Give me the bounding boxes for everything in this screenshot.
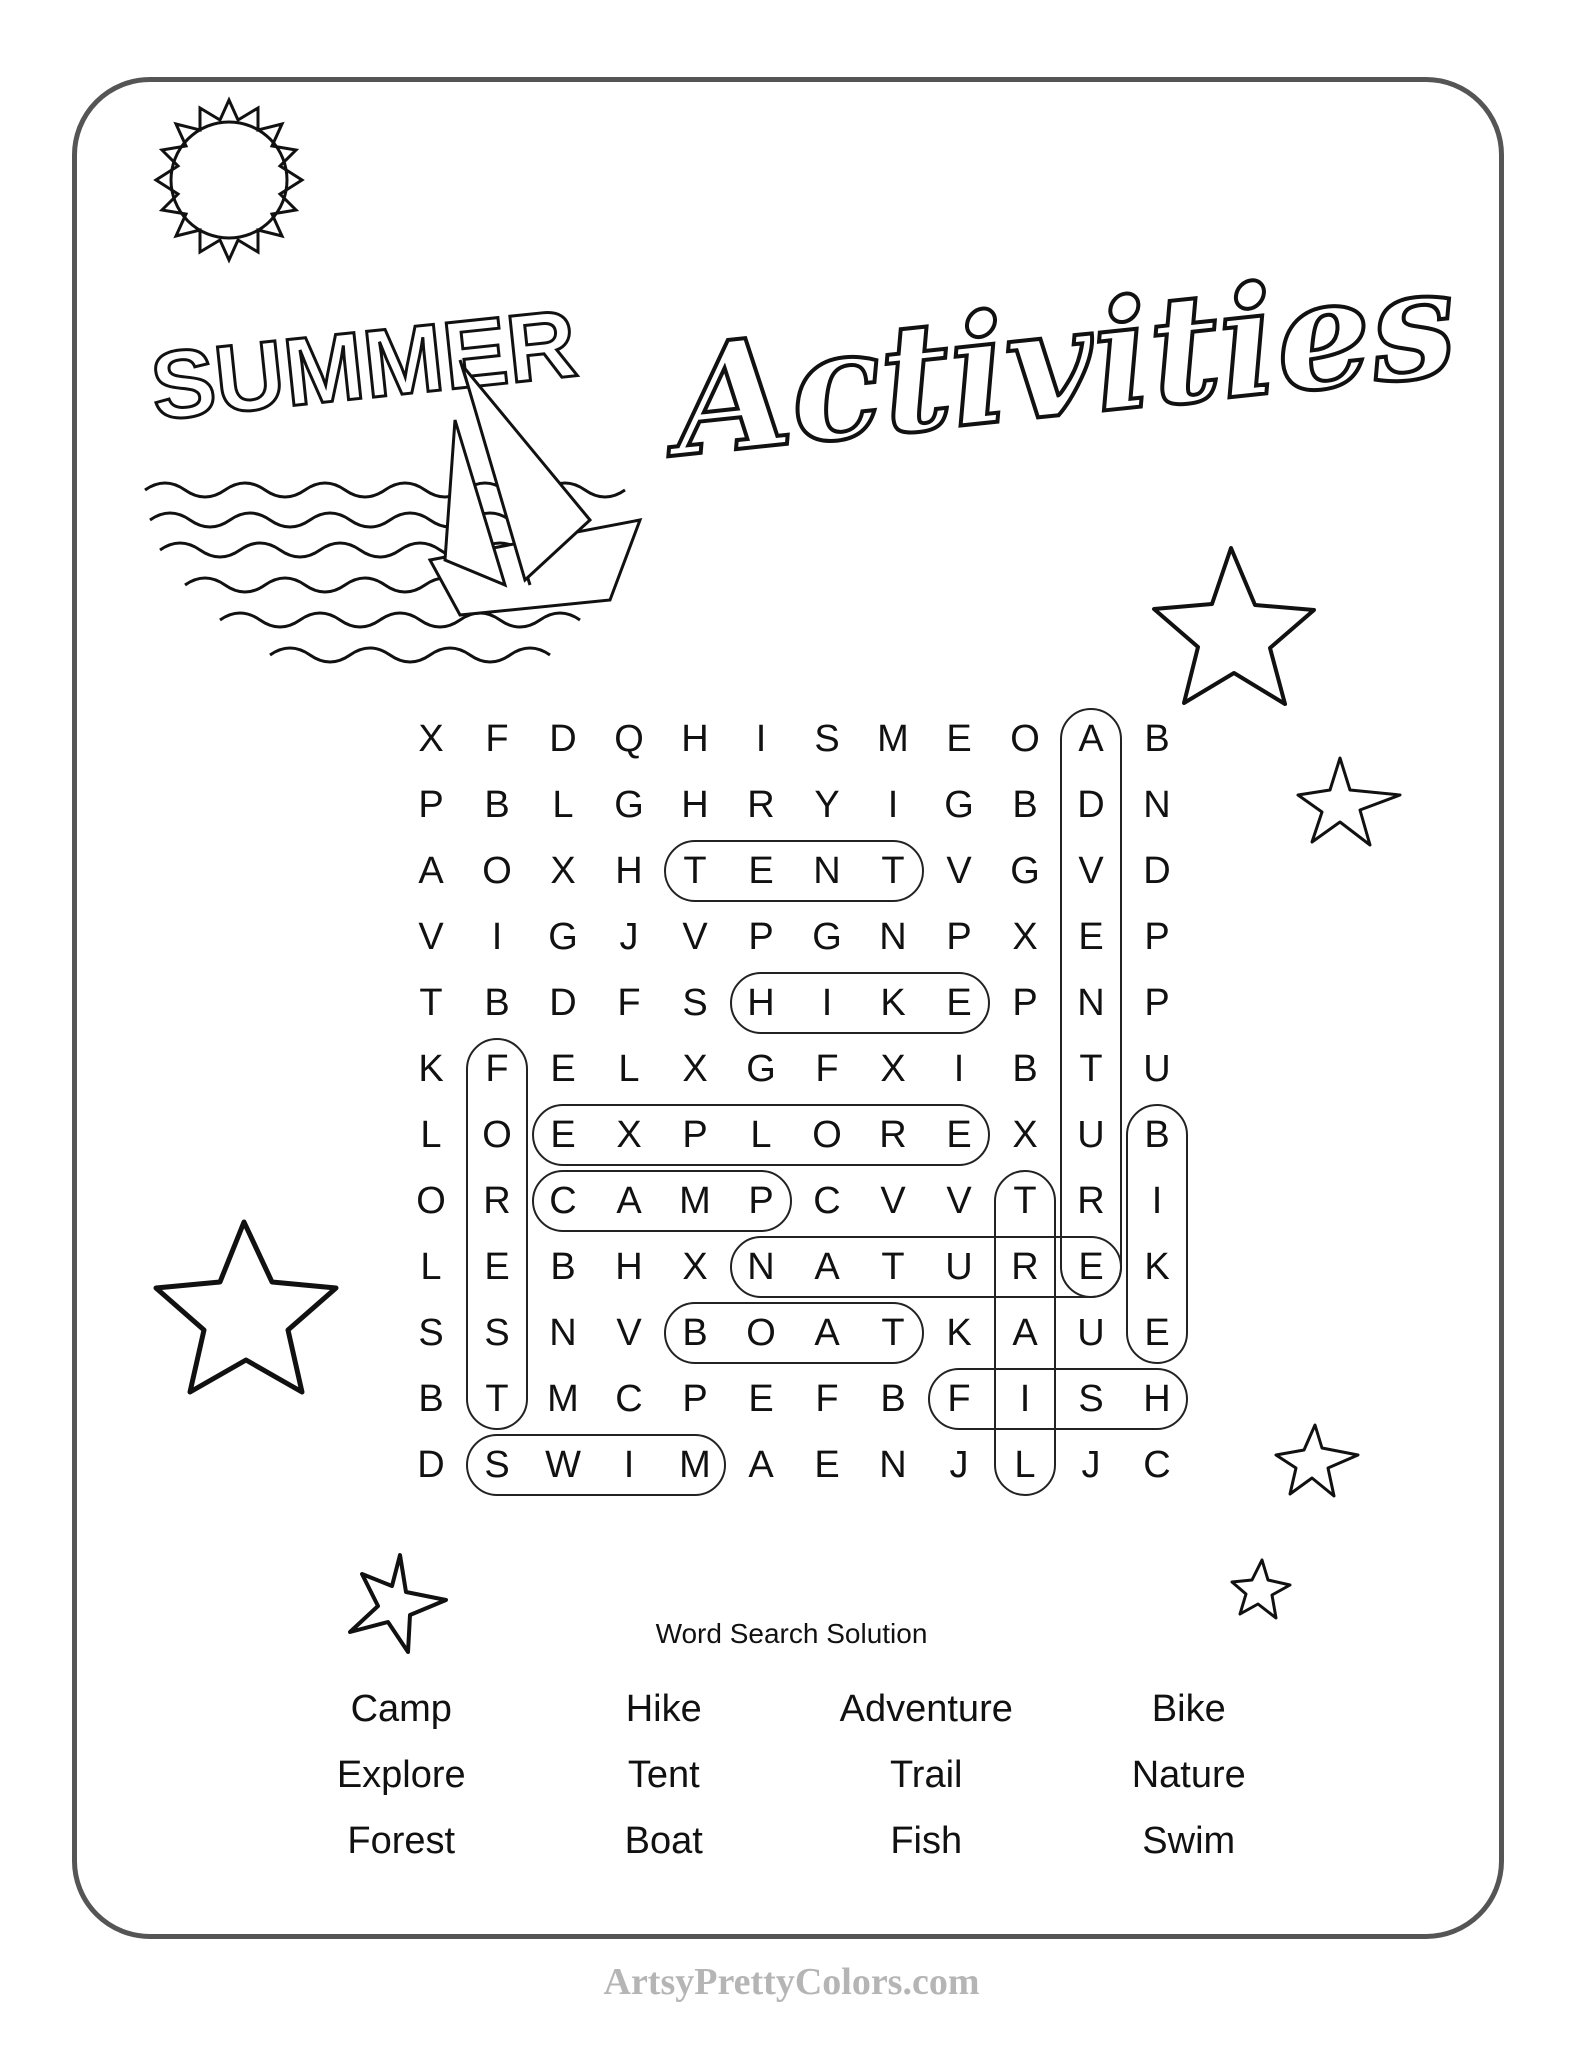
grid-letter[interactable]: G (812, 916, 842, 958)
grid-letter[interactable]: T (1079, 1048, 1103, 1090)
grid-letter[interactable]: M (679, 1444, 711, 1486)
grid-letter[interactable]: X (682, 1048, 708, 1090)
grid-letter[interactable]: R (747, 784, 775, 826)
solution-highlight-bike (1126, 1104, 1188, 1364)
grid-letter[interactable]: O (812, 1114, 842, 1156)
grid-letter[interactable]: K (418, 1048, 444, 1090)
solution-highlight-boat (664, 1302, 924, 1364)
solution-highlight-nature (730, 1236, 1122, 1298)
solution-highlight-swim (466, 1434, 726, 1496)
grid-letter[interactable]: P (748, 916, 774, 958)
grid-letter[interactable]: I (1019, 1378, 1031, 1420)
grid-letter[interactable]: H (681, 718, 709, 760)
grid-letter[interactable]: V (946, 1180, 972, 1222)
grid-letter[interactable]: M (679, 1180, 711, 1222)
grid-letter[interactable]: B (682, 1312, 708, 1354)
grid-letter[interactable]: E (946, 718, 972, 760)
grid-letter[interactable]: T (485, 1378, 509, 1420)
word-list-item: Swim (1142, 1820, 1236, 1862)
grid-letter[interactable]: V (616, 1312, 642, 1354)
grid-letter[interactable]: N (1077, 982, 1105, 1024)
grid-letter[interactable]: C (813, 1180, 841, 1222)
grid-letter[interactable]: P (418, 784, 444, 826)
grid-letter[interactable]: T (683, 850, 707, 892)
grid-letter[interactable]: C (1143, 1444, 1171, 1486)
grid-letter[interactable]: E (748, 850, 774, 892)
grid-letter[interactable]: P (682, 1114, 708, 1156)
grid-letter[interactable]: D (549, 718, 577, 760)
word-list-item: Adventure (839, 1688, 1013, 1730)
grid-letter[interactable]: A (814, 1312, 840, 1354)
grid-letter[interactable]: L (420, 1114, 442, 1156)
title-activities: Activities (665, 233, 1464, 491)
grid-letter[interactable]: P (748, 1180, 774, 1222)
grid-letter[interactable]: G (614, 784, 644, 826)
grid-letter[interactable]: N (813, 850, 841, 892)
solution-highlight-forest (466, 1038, 528, 1430)
grid-letter[interactable]: G (944, 784, 974, 826)
grid-letter[interactable]: L (420, 1246, 442, 1288)
grid-letter[interactable]: T (881, 1312, 905, 1354)
grid-letter[interactable]: E (484, 1246, 510, 1288)
grid-letter[interactable]: A (1012, 1312, 1038, 1354)
grid-letter[interactable]: S (814, 718, 840, 760)
grid-letter[interactable]: X (682, 1246, 708, 1288)
grid-letter[interactable]: D (549, 982, 577, 1024)
star-icon (156, 1222, 336, 1392)
grid-letter[interactable]: E (814, 1444, 840, 1486)
solution-highlight-explore (532, 1104, 990, 1166)
grid-letter[interactable]: T (881, 850, 905, 892)
grid-letter[interactable]: G (1010, 850, 1040, 892)
grid-letter[interactable]: H (747, 982, 775, 1024)
grid-letter[interactable]: N (747, 1246, 775, 1288)
sun-icon (156, 100, 302, 260)
grid-letter[interactable]: X (1012, 916, 1038, 958)
grid-letter[interactable]: D (1077, 784, 1105, 826)
grid-letter[interactable]: S (682, 982, 708, 1024)
grid-letter[interactable]: E (1144, 1312, 1170, 1354)
grid-letter[interactable]: C (549, 1180, 577, 1222)
grid-letter[interactable]: P (1012, 982, 1038, 1024)
star-icon (1298, 758, 1400, 845)
grid-letter[interactable]: T (881, 1246, 905, 1288)
word-search-grid (398, 706, 1198, 1506)
grid-letter[interactable]: N (549, 1312, 577, 1354)
grid-letter[interactable]: P (682, 1378, 708, 1420)
grid-letter[interactable]: S (418, 1312, 444, 1354)
solution-highlight-camp (532, 1170, 792, 1232)
grid-letter[interactable]: U (945, 1246, 973, 1288)
grid-letter[interactable]: F (815, 1378, 839, 1420)
star-icon (1232, 1560, 1290, 1618)
grid-letter[interactable]: U (1077, 1114, 1105, 1156)
grid-letter[interactable]: F (815, 1048, 839, 1090)
grid-letter[interactable]: E (748, 1378, 774, 1420)
grid-letter[interactable]: I (953, 1048, 965, 1090)
grid-letter[interactable]: H (681, 784, 709, 826)
grid-letter[interactable]: N (1143, 784, 1171, 826)
grid-letter[interactable]: O (482, 850, 512, 892)
grid-letter[interactable]: H (615, 850, 643, 892)
grid-letter[interactable]: O (746, 1312, 776, 1354)
grid-letter[interactable]: V (946, 850, 972, 892)
word-list-item: Hike (625, 1688, 702, 1730)
word-list-item: Trail (890, 1754, 963, 1796)
grid-letter[interactable]: F (947, 1378, 971, 1420)
grid-letter[interactable]: J (619, 916, 639, 958)
grid-letter[interactable]: O (416, 1180, 446, 1222)
grid-letter[interactable]: A (616, 1180, 642, 1222)
grid-letter[interactable]: B (418, 1378, 444, 1420)
solution-title: Word Search Solution (655, 1618, 928, 1649)
grid-letter[interactable]: P (1144, 916, 1170, 958)
grid-letter[interactable]: J (949, 1444, 969, 1486)
star-icon (1154, 548, 1314, 704)
grid-letter[interactable]: V (880, 1180, 906, 1222)
grid-letter[interactable]: A (1078, 718, 1104, 760)
grid-letter[interactable]: K (1144, 1246, 1170, 1288)
grid-letter[interactable]: O (482, 1114, 512, 1156)
word-list (270, 1685, 1320, 1865)
grid-letter[interactable]: A (748, 1444, 774, 1486)
solution-highlight-hike (730, 972, 990, 1034)
grid-letter[interactable]: R (879, 1114, 907, 1156)
grid-letter[interactable]: C (615, 1378, 643, 1420)
grid-letter[interactable]: B (880, 1378, 906, 1420)
title-summer: SUMMER (146, 289, 582, 441)
grid-letter[interactable]: E (946, 982, 972, 1024)
footer-watermark: ArtsyPrettyColors.com (603, 1961, 980, 2003)
word-list-item: Boat (624, 1820, 703, 1862)
grid-letter[interactable]: O (1010, 718, 1040, 760)
grid-letter[interactable]: H (1143, 1378, 1171, 1420)
grid-letter[interactable]: V (682, 916, 708, 958)
grid-letter[interactable]: A (814, 1246, 840, 1288)
solution-highlight-adventure (1060, 708, 1122, 1298)
grid-letter[interactable]: R (1077, 1180, 1105, 1222)
grid-letter[interactable]: M (547, 1378, 579, 1420)
grid-letter[interactable]: B (1012, 784, 1038, 826)
solution-highlight-trail (994, 1170, 1056, 1496)
grid-letter[interactable]: F (485, 718, 509, 760)
grid-letter[interactable]: N (879, 1444, 907, 1486)
grid-letter[interactable]: Y (814, 784, 840, 826)
grid-letter[interactable]: W (545, 1444, 581, 1486)
grid-letter[interactable]: Q (614, 718, 644, 760)
solution-highlight-tent (664, 840, 924, 902)
grid-letter[interactable]: B (484, 982, 510, 1024)
grid-letter[interactable]: U (1143, 1048, 1171, 1090)
grid-letter[interactable]: E (1078, 1246, 1104, 1288)
grid-letter[interactable]: V (418, 916, 444, 958)
grid-letter[interactable]: X (550, 850, 576, 892)
grid-letter[interactable]: P (946, 916, 972, 958)
grid-letter[interactable]: B (484, 784, 510, 826)
grid-letter[interactable]: I (887, 784, 899, 826)
grid-letter[interactable]: F (617, 982, 641, 1024)
grid-letter[interactable]: G (746, 1048, 776, 1090)
grid-letter[interactable]: S (1078, 1378, 1104, 1420)
solution-highlight-fish (928, 1368, 1188, 1430)
grid-letter[interactable]: G (548, 916, 578, 958)
grid-letter[interactable]: I (821, 982, 833, 1024)
grid-letter[interactable]: L (1014, 1444, 1036, 1486)
grid-letter[interactable]: R (483, 1180, 511, 1222)
grid-letter[interactable]: X (616, 1114, 642, 1156)
grid-letter[interactable]: J (1081, 1444, 1101, 1486)
word-list-item: Fish (890, 1820, 963, 1862)
grid-letter[interactable]: T (1013, 1180, 1037, 1222)
grid-letter[interactable]: R (1011, 1246, 1039, 1288)
word-list-item: Bike (1151, 1688, 1226, 1730)
grid-letter[interactable]: B (1144, 718, 1170, 760)
grid-letter[interactable]: L (552, 784, 574, 826)
grid-letter[interactable]: S (484, 1444, 510, 1486)
grid-letter[interactable]: X (418, 718, 444, 760)
grid-letter[interactable]: B (550, 1246, 576, 1288)
star-icon (1276, 1425, 1358, 1496)
grid-letter[interactable]: E (550, 1114, 576, 1156)
grid-letter[interactable]: T (419, 982, 443, 1024)
grid-letter[interactable]: B (1012, 1048, 1038, 1090)
grid-letter[interactable]: N (879, 916, 907, 958)
grid-letter[interactable]: K (946, 1312, 972, 1354)
grid-letter[interactable]: U (1077, 1312, 1105, 1354)
grid-letter[interactable]: I (491, 916, 503, 958)
grid-letter[interactable]: E (550, 1048, 576, 1090)
word-list-item: Explore (336, 1754, 466, 1796)
grid-letter[interactable]: S (484, 1312, 510, 1354)
grid-letter[interactable]: I (755, 718, 767, 760)
grid-letter[interactable]: D (1143, 850, 1171, 892)
grid-letter[interactable]: F (485, 1048, 509, 1090)
grid-letter[interactable]: D (417, 1444, 445, 1486)
grid-letter[interactable]: K (880, 982, 906, 1024)
grid-letter[interactable]: H (615, 1246, 643, 1288)
grid-letter[interactable]: X (1012, 1114, 1038, 1156)
grid-letter[interactable]: E (946, 1114, 972, 1156)
grid-letter[interactable]: E (1078, 916, 1104, 958)
word-list-item: Tent (627, 1754, 700, 1796)
grid-letter[interactable]: A (418, 850, 444, 892)
grid-letter[interactable]: B (1144, 1114, 1170, 1156)
grid-letter[interactable]: L (750, 1114, 772, 1156)
grid-letter[interactable]: I (623, 1444, 635, 1486)
grid-letter[interactable]: X (880, 1048, 906, 1090)
word-list-item: Forest (347, 1820, 456, 1862)
word-list-item: Camp (350, 1688, 452, 1730)
grid-letter[interactable]: V (1078, 850, 1104, 892)
grid-letter[interactable]: I (1151, 1180, 1163, 1222)
grid-letter[interactable]: M (877, 718, 909, 760)
word-list-item: Nature (1131, 1754, 1246, 1796)
grid-letter[interactable]: P (1144, 982, 1170, 1024)
grid-letter[interactable]: L (618, 1048, 640, 1090)
